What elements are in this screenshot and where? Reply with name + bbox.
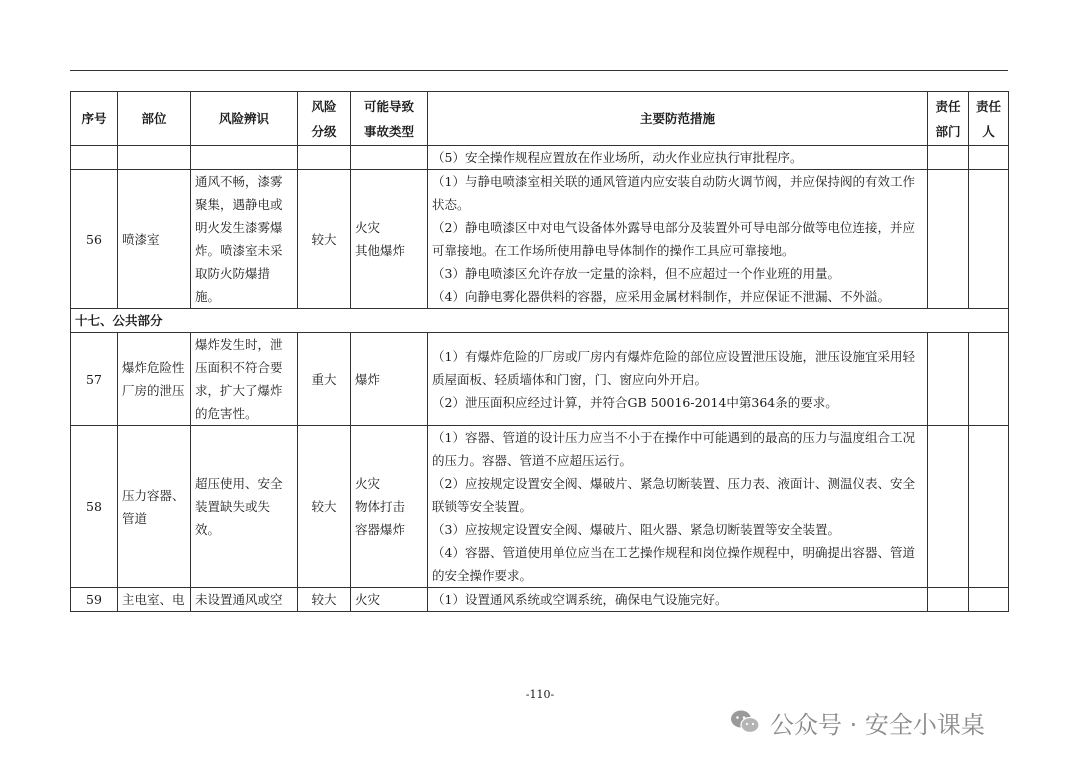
table-row: [71, 426, 1009, 588]
table-row: [71, 588, 1009, 612]
header-risk: 风险辨识: [191, 92, 298, 146]
header-location: 部位: [118, 92, 191, 146]
page-number: -110-: [525, 688, 555, 701]
watermark-text: 公众号 · 安全小课桌: [770, 710, 985, 739]
table-row: [71, 146, 1009, 170]
wechat-icon: [730, 709, 760, 735]
row-no: 57: [71, 333, 118, 426]
row-level: 较大: [298, 588, 351, 612]
row-accident: 火灾: [351, 588, 428, 612]
table-header-row: [71, 92, 1009, 146]
row-level: 重大: [298, 333, 351, 426]
row-no: 56: [71, 170, 118, 309]
row-level: 较大: [298, 426, 351, 588]
row-level: 较大: [298, 170, 351, 309]
header-dept: 责任 部门: [928, 92, 969, 146]
header-measures: 主要防范措施: [428, 92, 928, 146]
table-row: [71, 170, 1009, 309]
row-risk: 爆炸发生时，泄压面积不符合要求，扩大了爆炸的危害性。: [191, 333, 298, 426]
measures-cell: （1）与静电喷漆室相关联的通风管道内应安装自动防火调节阀，并应保持阀的有效工作状态。 （2）静电喷漆区中对电气设备体外露导电部分及装置外可导电部分做等电位连接，并应可靠接地。在工作场所使用静电导体制作的操作工具应可靠接地。 （3）静电喷漆区允许存放一定量的涂料，但不应超过一个作业班的用量。 （4）向静电雾化器供料的容器，应采用金属材料制作，并应保证不泄漏、不外溢。: [428, 170, 928, 309]
measures-cell: （1）设置通风系统或空调系统，确保电气设施完好。: [428, 588, 928, 612]
measures-cell: （1）容器、管道的设计压力应当不小于在操作中可能遇到的最高的压力与温度组合工况的压力。容器、管道不应超压运行。 （2）应按规定设置安全阀、爆破片、紧急切断装置、压力表、液面计、测温仪表、安全联锁等安全装置。 （3）应按规定设置安全阀、爆破片、阻火器、紧急切断装置等安全装置。 （4）容器、管道使用单位应当在工艺操作规程和岗位操作规程中，明确提出容器、管道的安全操作要求。: [428, 426, 928, 588]
row-risk: 超压使用、安全装置缺失或失效。: [191, 426, 298, 588]
header-accident: 可能导致 事故类型: [351, 92, 428, 146]
measures-cell: （1）有爆炸危险的厂房或厂房内有爆炸危险的部位应设置泄压设施，泄压设施宜采用轻质屋面板、轻质墙体和门窗，门、窗应向外开启。 （2）泄压面积应经过计算，并符合GB 50016-2014中第364条的要求。: [428, 333, 928, 426]
row-accident: 爆炸: [351, 333, 428, 426]
row-risk: 未设置通风或空: [191, 588, 298, 612]
section-title: 十七、公共部分: [71, 309, 1009, 333]
header-no: 序号: [71, 92, 118, 146]
row-accident: 火灾 物体打击 容器爆炸: [351, 426, 428, 588]
row-location: 压力容器、管道: [118, 426, 191, 588]
row-location: 爆炸危险性厂房的泄压: [118, 333, 191, 426]
row-location: 喷漆室: [118, 170, 191, 309]
header-person: 责任 人: [969, 92, 1009, 146]
row-no: 58: [71, 426, 118, 588]
row-no: 59: [71, 588, 118, 612]
row-accident: 火灾 其他爆炸: [351, 170, 428, 309]
table-row: [71, 333, 1009, 426]
row-location: 主电室、电: [118, 588, 191, 612]
header-level: 风险 分级: [298, 92, 351, 146]
section-row: [71, 309, 1009, 333]
risk-table: [70, 91, 1009, 612]
row-risk: 通风不畅，漆雾聚集，遇静电或明火发生漆雾爆炸。喷漆室未采取防火防爆措施。: [191, 170, 298, 309]
watermark: [730, 700, 985, 744]
measures-cell: （5）安全操作规程应置放在作业场所，动火作业应执行审批程序。: [428, 146, 928, 170]
header-rule: [70, 70, 1008, 71]
